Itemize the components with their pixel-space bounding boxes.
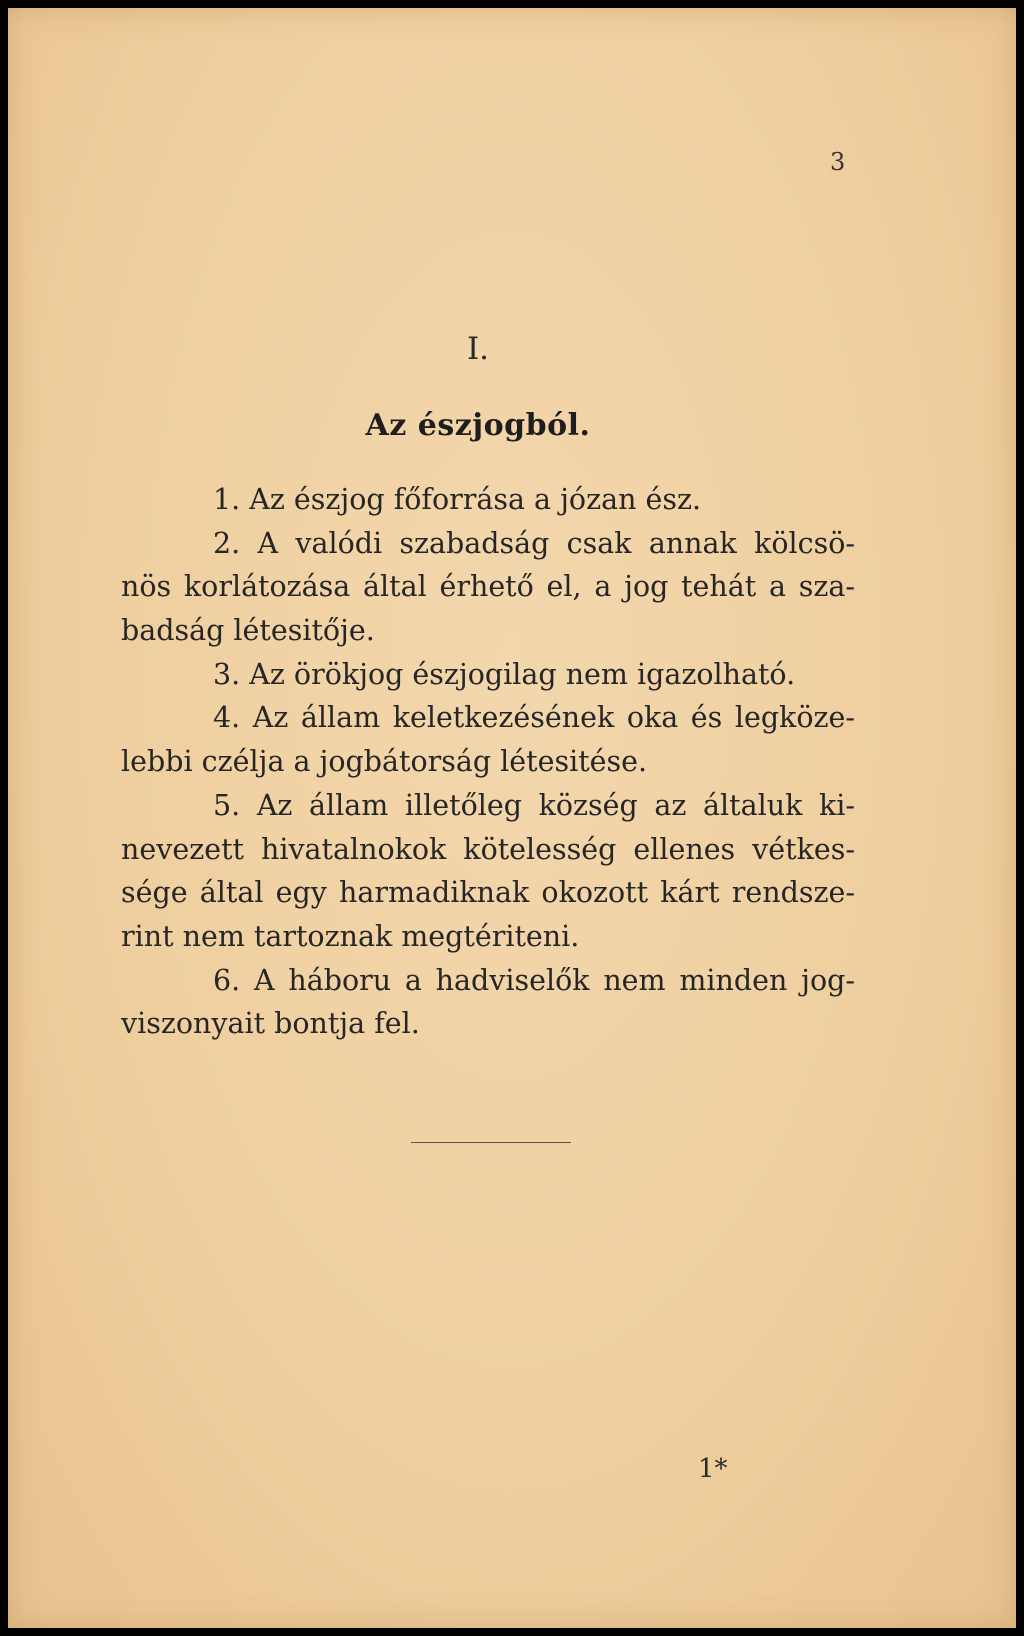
document-page	[8, 8, 1016, 1628]
page-number: 3	[830, 148, 846, 176]
text-line: 3. Az örökjog észjogilag nem igazolható.	[213, 657, 796, 691]
text-line: nevezett hivatalnokok kötelesség ellenes vétkes-	[121, 832, 855, 866]
section-title: Az észjogból.	[365, 408, 591, 443]
text-line: sége által egy harmadiknak okozott kárt rendsze-	[121, 876, 855, 910]
section-divider	[411, 1142, 571, 1143]
text-line: 2. A valódi szabadság csak annak kölcsö-	[213, 526, 855, 560]
text-line: 5. Az állam illetőleg község az általuk ki-	[213, 788, 855, 822]
section-numeral: I.	[466, 331, 490, 367]
text-line: rint nem tartoznak megtériteni.	[121, 919, 580, 953]
text-line: lebbi czélja a jogbátorság létesitése.	[121, 745, 648, 779]
text-line: nös korlátozása által érhető el, a jog tehát a sza-	[121, 570, 855, 604]
text-line: badság létesitője.	[121, 614, 375, 648]
text-line: viszonyait bontja fel.	[121, 1007, 420, 1041]
text-line: 1. Az észjog főforrása a józan ész.	[213, 483, 702, 516]
signature-mark: 1*	[698, 1454, 728, 1484]
text-line: 4. Az állam keletkezésének oka és legköze-	[213, 701, 855, 735]
body-text	[121, 478, 855, 1046]
text-line: 6. A háboru a hadviselők nem minden jog-	[213, 963, 855, 997]
